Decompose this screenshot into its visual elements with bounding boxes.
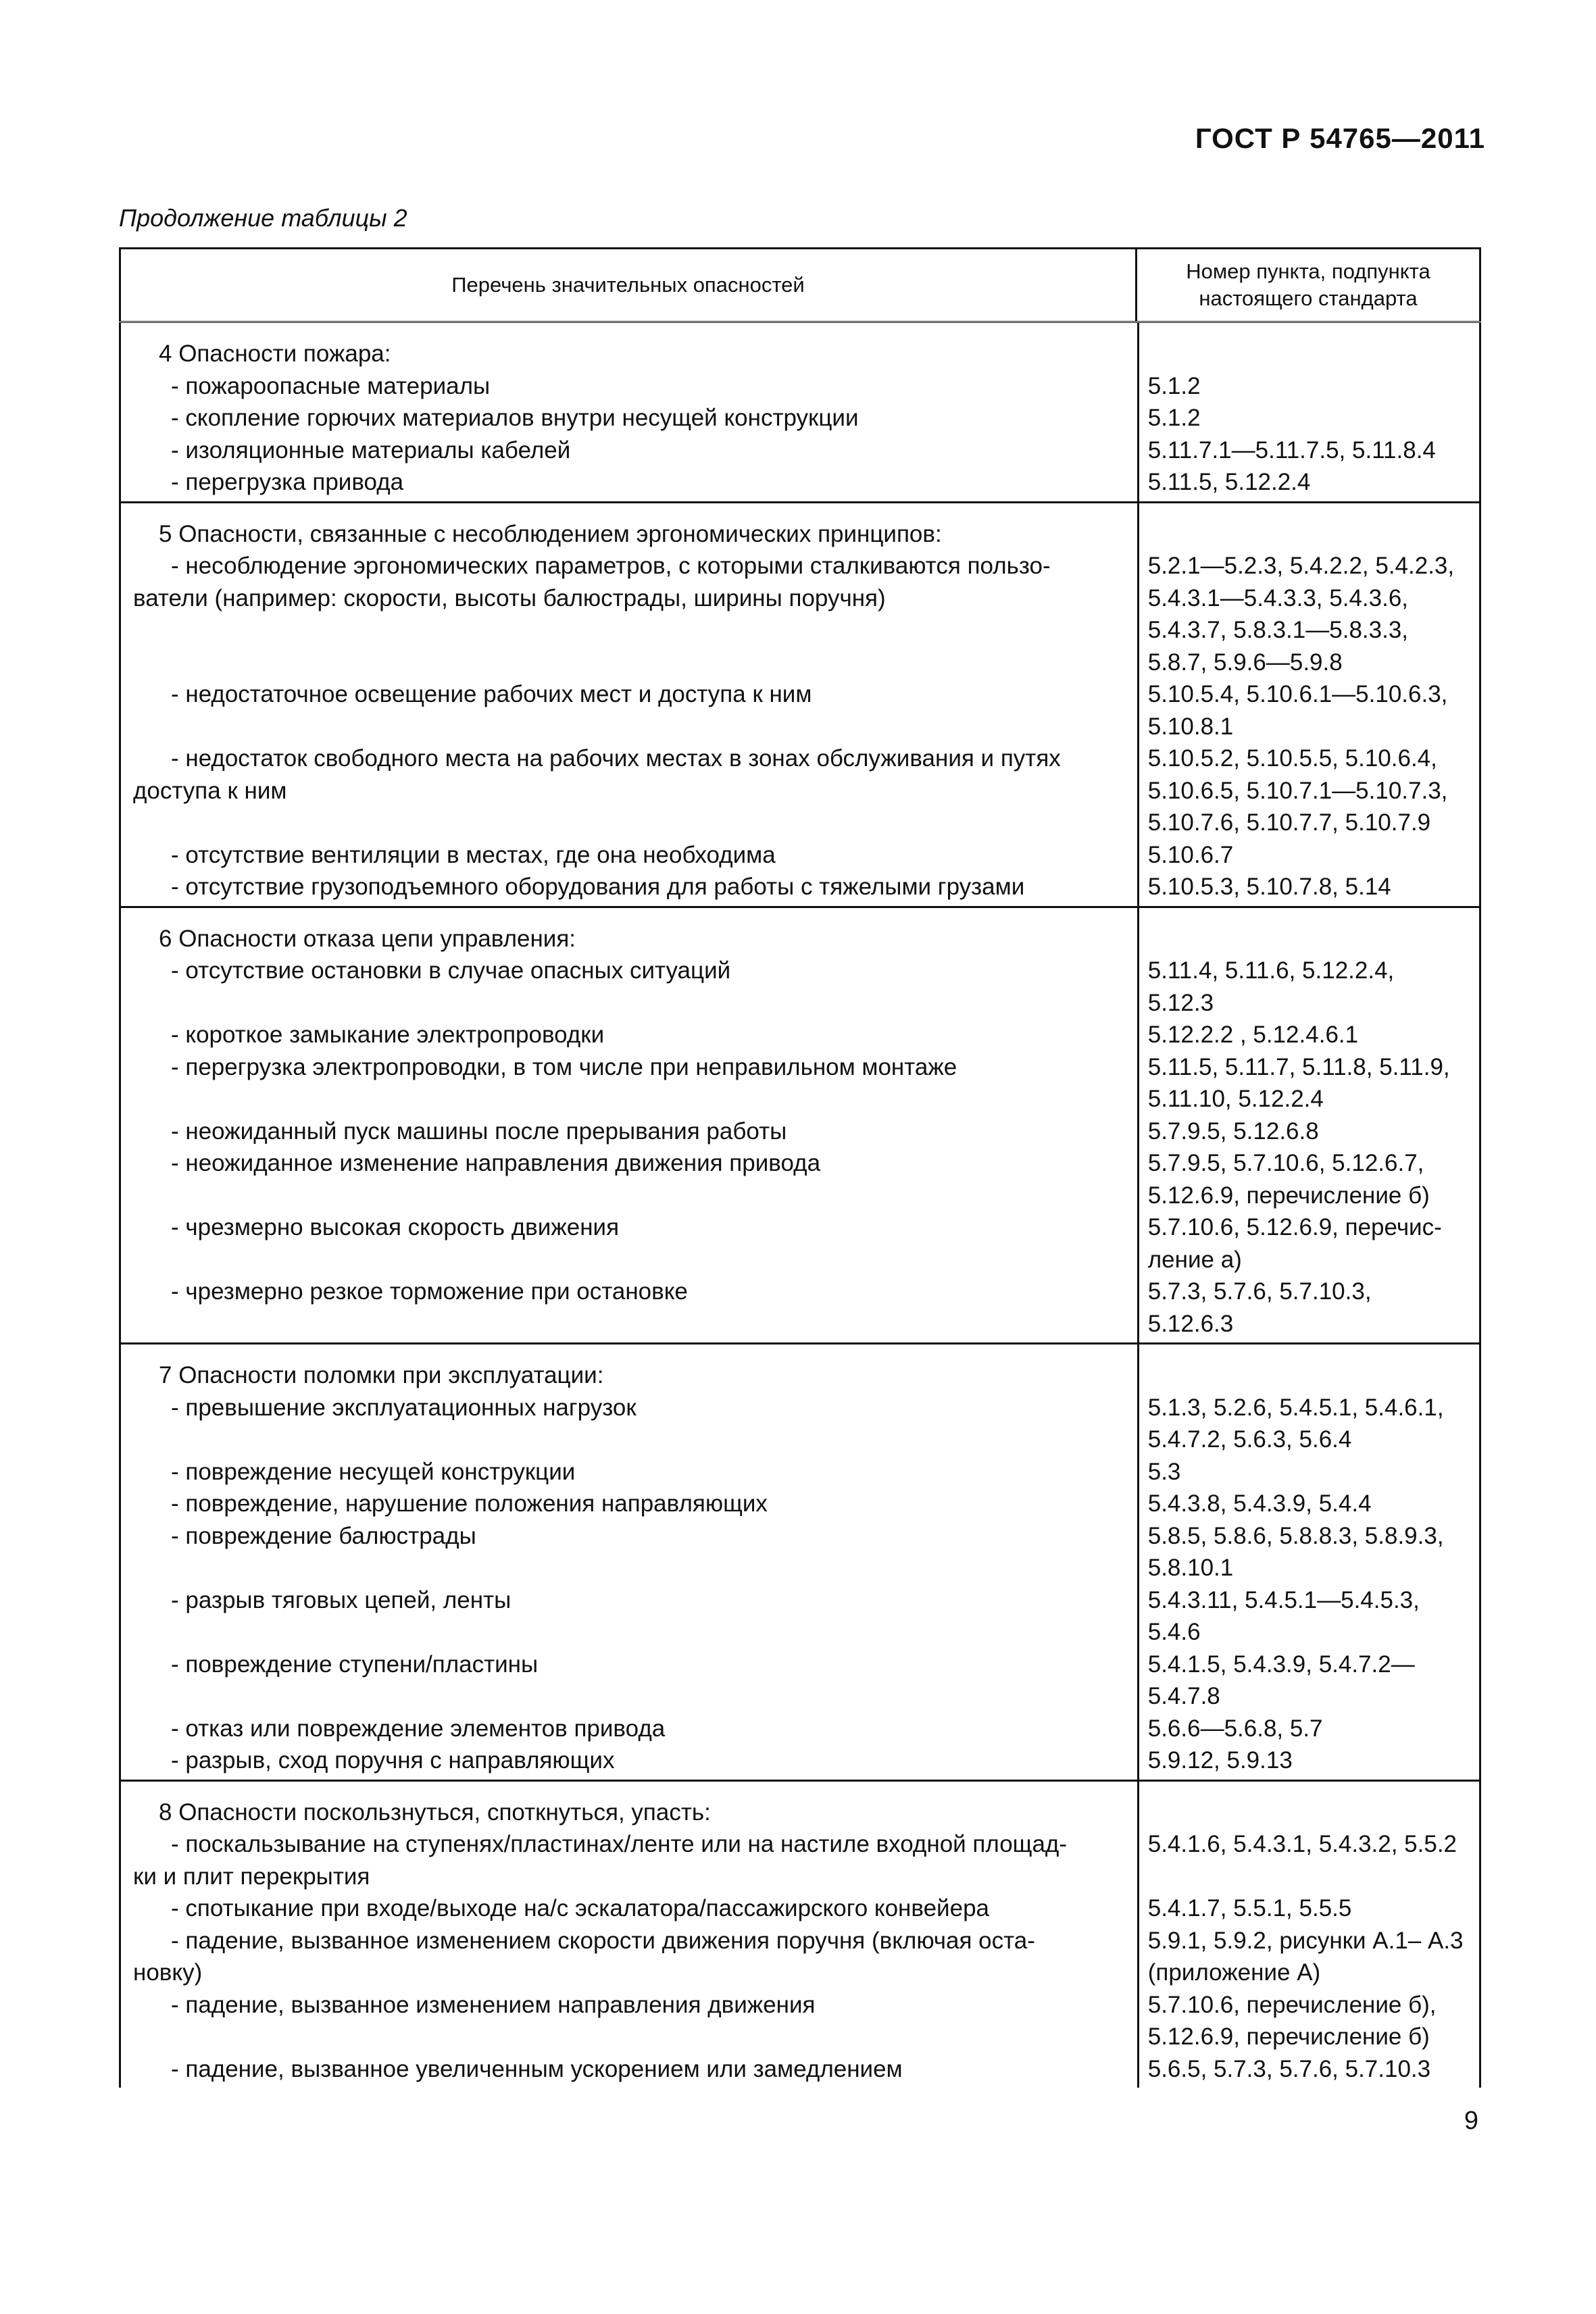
- hazard-description: [121, 1211, 1136, 1276]
- table-section-row: [120, 1780, 1480, 2088]
- clause-text-line: 5.11.5, 5.12.2.4: [1147, 469, 1311, 495]
- hazard-text-line: - падение, вызванное увеличенным ускорением или замедлением: [171, 2055, 903, 2082]
- clause-reference: [1136, 434, 1479, 467]
- hazard-text-line: - повреждение ступени/пластины: [171, 1651, 539, 1678]
- clause-text-line: 5.9.12, 5.9.13: [1147, 1747, 1293, 1774]
- hazard-text-line: ватели (например: скорости, высоты балюстрады, ширины поручня): [133, 584, 886, 611]
- clause-text-line: 5.7.9.5, 5.12.6.8: [1147, 1117, 1319, 1145]
- table-section-cell: [120, 1344, 1480, 1781]
- clause-text-line: 5.7.10.6, перечисление б),: [1147, 1991, 1437, 2018]
- table-section-cell: [120, 907, 1480, 1344]
- hazard-row: [121, 434, 1479, 467]
- clause-text-line: 5.11.5, 5.11.7, 5.11.8, 5.11.9,: [1147, 1053, 1450, 1080]
- clause-reference: [1136, 2053, 1479, 2086]
- clause-reference: [1136, 1989, 1479, 2053]
- clause-text-line: 5.1.2: [1147, 372, 1201, 399]
- hazard-description: [121, 370, 1136, 403]
- hazard-row: [121, 955, 1479, 1019]
- hazard-description: [121, 743, 1136, 839]
- hazard-row: [121, 1392, 1479, 1456]
- column-header-clauses: [1137, 249, 1480, 322]
- hazard-text-line: - перегрузка электропроводки, в том числе при неправильном монтаже: [171, 1053, 957, 1080]
- hazard-description: [121, 1584, 1136, 1649]
- hazard-description: [121, 1488, 1136, 1520]
- column-header-clauses-line1: Номер пункта, подпункта: [1186, 259, 1430, 283]
- hazard-text-line: - перегрузка привода: [171, 469, 404, 495]
- hazard-description: [121, 1989, 1136, 2053]
- clause-text-line: 5.10.7.6, 5.10.7.7, 5.10.7.9: [1147, 809, 1431, 836]
- clause-reference: [1136, 1392, 1479, 1456]
- clause-text-line: 5.10.6.7: [1147, 841, 1234, 868]
- clause-reference: [1136, 955, 1479, 1019]
- clause-reference: [1136, 370, 1479, 403]
- clause-reference: [1136, 1147, 1479, 1211]
- hazard-text-line: - недостаточное освещение рабочих мест и доступа к ним: [171, 681, 812, 707]
- clause-text-line: 5.1.3, 5.2.6, 5.4.5.1, 5.4.6.1,: [1147, 1394, 1444, 1421]
- hazard-description: [121, 1051, 1136, 1115]
- hazard-row: [121, 1051, 1479, 1115]
- section-heading: 8 Опасности поскользнуться, споткнуться, упасть:: [159, 1799, 711, 1826]
- clause-text-line: 5.7.9.5, 5.7.10.6, 5.12.6.7,: [1147, 1150, 1424, 1176]
- hazard-text-line: - отсутствие вентиляции в местах, где она необходима: [171, 841, 776, 868]
- hazard-row: [121, 402, 1479, 434]
- hazard-row: [121, 839, 1479, 872]
- hazard-text-line: - неожиданный пуск машины после прерывания работы: [171, 1117, 787, 1145]
- hazard-row: [121, 743, 1479, 839]
- column-header-hazards: [120, 249, 1137, 322]
- clause-text-line: (приложение А): [1147, 1959, 1321, 1986]
- hazard-text-line: - повреждение, нарушение положения направляющих: [171, 1490, 768, 1517]
- clause-text-line: 5.4.3.8, 5.4.3.9, 5.4.4: [1147, 1490, 1372, 1517]
- hazard-row: [121, 1115, 1479, 1148]
- hazard-text-line: - отсутствие грузоподъемного оборудования для работы с тяжелыми грузами: [171, 874, 1025, 900]
- clause-text-line: ление а): [1147, 1246, 1242, 1273]
- clause-reference: [1136, 1713, 1479, 1745]
- hazard-row: [121, 1713, 1479, 1745]
- document-code: ГОСТ Р 54765—2011: [1195, 122, 1485, 154]
- clause-reference: [1136, 839, 1479, 872]
- hazard-row: [121, 678, 1479, 743]
- hazard-text-line: - пожароопасные материалы: [171, 372, 491, 399]
- section-heading: 4 Опасности пожара:: [159, 341, 391, 367]
- hazard-description: [121, 1456, 1136, 1488]
- hazard-text-line: - недостаток свободного места на рабочих местах в зонах обслуживания и путях: [171, 745, 1061, 772]
- clause-reference: [1136, 1744, 1479, 1777]
- hazard-row: [121, 466, 1479, 499]
- clause-text-line: 5.11.10, 5.12.2.4: [1147, 1086, 1324, 1112]
- clause-text-line: 5.12.6.9, перечисление б): [1147, 1182, 1430, 1209]
- hazard-text-line: - отсутствие остановки в случае опасных ситуаций: [171, 957, 731, 984]
- hazard-text-line: - несоблюдение эргономических параметров, с которыми сталкиваются пользо-: [171, 553, 1051, 579]
- hazard-row: [121, 1147, 1479, 1211]
- clause-reference: [1136, 1051, 1479, 1115]
- hazard-row: [121, 1488, 1479, 1520]
- hazard-description: [121, 1392, 1136, 1456]
- table-section-row: [120, 1344, 1480, 1781]
- hazard-description: [121, 402, 1136, 434]
- hazard-text-line: - падение, вызванное изменением направления движения: [171, 1991, 816, 2018]
- clause-text-line: 5.4.6: [1147, 1619, 1201, 1645]
- clause-text-line: 5.12.6.3: [1147, 1310, 1234, 1337]
- hazard-text-line: - изоляционные материалы кабелей: [171, 436, 571, 463]
- hazard-text-line: - разрыв тяговых цепей, ленты: [171, 1586, 512, 1613]
- clause-reference: [1136, 743, 1479, 839]
- clause-text-line: 5.10.6.5, 5.10.7.1—5.10.7.3,: [1147, 777, 1448, 804]
- hazard-description: [121, 1115, 1136, 1148]
- clause-reference: [1136, 466, 1479, 499]
- clause-text-line: 5.4.1.5, 5.4.3.9, 5.4.7.2—: [1147, 1651, 1415, 1678]
- hazard-row: [121, 2053, 1479, 2086]
- column-divider: [1137, 908, 1139, 1343]
- hazard-row: [121, 1925, 1479, 1989]
- page-number: 9: [1464, 2107, 1478, 2135]
- hazard-row: [121, 1744, 1479, 1777]
- hazard-text-line: - превышение эксплуатационных нагрузок: [171, 1394, 637, 1421]
- hazard-description: [121, 1828, 1136, 1892]
- hazard-description: [121, 1520, 1136, 1584]
- hazard-row: [121, 1584, 1479, 1649]
- hazard-description: [121, 955, 1136, 1019]
- hazard-text-line: - повреждение несущей конструкции: [171, 1458, 576, 1485]
- hazard-row: [121, 1276, 1479, 1340]
- section-heading: 5 Опасности, связанные с несоблюдением эргономических принципов:: [159, 520, 942, 547]
- column-divider: [1137, 503, 1139, 906]
- hazard-text-line: - неожиданное изменение направления движения привода: [171, 1150, 821, 1176]
- hazard-text-line: - спотыкание при входе/выходе на/с эскалатора/пассажирского конвейера: [171, 1895, 990, 1921]
- clause-reference: [1136, 1828, 1479, 1892]
- clause-text-line: 5.7.10.6, 5.12.6.9, перечис-: [1147, 1214, 1442, 1240]
- table-section-cell: [120, 322, 1480, 503]
- hazard-description: [121, 434, 1136, 467]
- clause-text-line: 5.4.1.7, 5.5.1, 5.5.5: [1147, 1895, 1352, 1921]
- clause-text-line: 5.4.3.1—5.4.3.3, 5.4.3.6,: [1147, 584, 1409, 611]
- hazard-row: [121, 871, 1479, 903]
- hazard-description: [121, 1019, 1136, 1051]
- hazard-description: [121, 1925, 1136, 1989]
- table-section-row: [120, 907, 1480, 1344]
- hazard-text-line: - разрыв, сход поручня с направляющих: [171, 1747, 615, 1774]
- hazard-row: [121, 370, 1479, 403]
- table-caption: Продолжение таблицы 2: [119, 204, 407, 232]
- hazard-text-line: - чрезмерно высокая скорость движения: [171, 1214, 620, 1240]
- hazard-description: [121, 466, 1136, 499]
- section-heading: 6 Опасности отказа цепи управления:: [159, 925, 576, 952]
- clause-text-line: 5.2.1—5.2.3, 5.4.2.2, 5.4.2.3,: [1147, 553, 1455, 579]
- hazard-row: [121, 1211, 1479, 1276]
- hazard-row: [121, 550, 1479, 678]
- hazard-description: [121, 1276, 1136, 1340]
- hazard-description: [121, 550, 1136, 678]
- column-header-hazards-text: Перечень значительных опасностей: [451, 273, 805, 297]
- clause-reference: [1136, 1488, 1479, 1520]
- clause-reference: [1136, 1211, 1479, 1276]
- clause-text-line: 5.8.7, 5.9.6—5.9.8: [1147, 649, 1343, 676]
- clause-text-line: 5.12.2.2 , 5.12.4.6.1: [1147, 1022, 1359, 1048]
- clause-reference: [1136, 402, 1479, 434]
- clause-reference: [1136, 1584, 1479, 1649]
- clause-reference: [1136, 678, 1479, 743]
- clause-text-line: 5.10.5.2, 5.10.5.5, 5.10.6.4,: [1147, 745, 1437, 772]
- hazard-description: [121, 871, 1136, 903]
- clause-text-line: 5.4.3.7, 5.8.3.1—5.8.3.3,: [1147, 617, 1409, 643]
- clause-text-line: 5.10.8.1: [1147, 713, 1234, 740]
- clause-reference: [1136, 1019, 1479, 1051]
- column-divider: [1137, 1344, 1139, 1780]
- hazard-text-line: - повреждение балюстрады: [171, 1522, 476, 1549]
- clause-text-line: 5.4.3.11, 5.4.5.1—5.4.5.3,: [1147, 1586, 1420, 1613]
- clause-text-line: 5.12.3: [1147, 989, 1214, 1016]
- clause-text-line: 5.7.3, 5.7.6, 5.7.10.3,: [1147, 1278, 1372, 1305]
- clause-text-line: 5.9.1, 5.9.2, рисунки А.1– А.3: [1147, 1927, 1464, 1954]
- clause-text-line: 5.4.7.2, 5.6.3, 5.6.4: [1147, 1426, 1352, 1453]
- hazard-description: [121, 1649, 1136, 1713]
- clause-text-line: 5.8.5, 5.8.6, 5.8.8.3, 5.8.9.3,: [1147, 1522, 1444, 1549]
- clause-text-line: 5.12.6.9, перечисление б): [1147, 2023, 1430, 2050]
- clause-reference: [1136, 1456, 1479, 1488]
- clause-text-line: 5.1.2: [1147, 405, 1201, 431]
- hazard-row: [121, 1892, 1479, 1925]
- clause-reference: [1136, 1925, 1479, 1989]
- hazard-text-line: доступа к ним: [133, 777, 287, 804]
- clause-text-line: 5.11.4, 5.11.6, 5.12.2.4,: [1147, 957, 1395, 984]
- hazard-text-line: - отказ или повреждение элементов привода: [171, 1715, 666, 1742]
- clause-reference: [1136, 1115, 1479, 1148]
- hazard-text-line: - чрезмерно резкое торможение при остановке: [171, 1278, 688, 1305]
- table-section-cell: [120, 1780, 1480, 2088]
- hazard-description: [121, 1713, 1136, 1745]
- clause-text-line: 5.10.5.4, 5.10.6.1—5.10.6.3,: [1147, 681, 1448, 707]
- clause-reference: [1136, 1892, 1479, 1925]
- table-header-row: [120, 249, 1480, 322]
- table-section-row: [120, 502, 1480, 907]
- section-heading: 7 Опасности поломки при эксплуатации:: [159, 1362, 604, 1388]
- hazard-text-line: - поскальзывание на ступенях/пластинах/ленте или на настиле входной площад-: [171, 1831, 1068, 1857]
- hazard-description: [121, 1744, 1136, 1777]
- clause-text-line: 5.3: [1147, 1458, 1181, 1485]
- hazard-text-line: - падение, вызванное изменением скорости движения поручня (включая оста-: [171, 1927, 1035, 1954]
- clause-text-line: 5.11.7.1—5.11.7.5, 5.11.8.4: [1147, 436, 1436, 463]
- hazard-row: [121, 1456, 1479, 1488]
- clause-reference: [1136, 871, 1479, 903]
- hazard-row: [121, 1828, 1479, 1892]
- hazard-table: [119, 247, 1481, 2088]
- hazard-row: [121, 1649, 1479, 1713]
- clause-text-line: 5.4.7.8: [1147, 1683, 1220, 1709]
- hazard-row: [121, 1019, 1479, 1051]
- clause-text-line: 5.8.10.1: [1147, 1555, 1234, 1581]
- hazard-text-line: новку): [133, 1959, 203, 1986]
- hazard-text-line: ки и плит перекрытия: [133, 1863, 370, 1890]
- clause-text-line: 5.6.5, 5.7.3, 5.7.6, 5.7.10.3: [1147, 2055, 1431, 2082]
- column-header-clauses-line2: настоящего стандарта: [1199, 286, 1418, 310]
- table-section-row: [120, 322, 1480, 503]
- hazard-description: [121, 839, 1136, 872]
- hazard-text-line: - скопление горючих материалов внутри несущей конструкции: [171, 405, 859, 431]
- clause-text-line: 5.10.5.3, 5.10.7.8, 5.14: [1147, 874, 1391, 900]
- clause-reference: [1136, 550, 1479, 678]
- hazard-row: [121, 1989, 1479, 2053]
- hazard-description: [121, 1892, 1136, 1925]
- column-divider: [1137, 1782, 1139, 2088]
- clause-reference: [1136, 1649, 1479, 1713]
- hazard-description: [121, 2053, 1136, 2086]
- table-body: [120, 322, 1480, 2088]
- hazard-description: [121, 678, 1136, 743]
- hazard-description: [121, 1147, 1136, 1211]
- clause-reference: [1136, 1520, 1479, 1584]
- table-section-cell: [120, 502, 1480, 907]
- clause-text-line: 5.6.6—5.6.8, 5.7: [1147, 1715, 1323, 1742]
- hazard-row: [121, 1520, 1479, 1584]
- hazard-text-line: - короткое замыкание электропроводки: [171, 1022, 605, 1048]
- clause-reference: [1136, 1276, 1479, 1340]
- clause-text-line: 5.4.1.6, 5.4.3.1, 5.4.3.2, 5.5.2: [1147, 1831, 1457, 1857]
- column-divider: [1137, 323, 1139, 501]
